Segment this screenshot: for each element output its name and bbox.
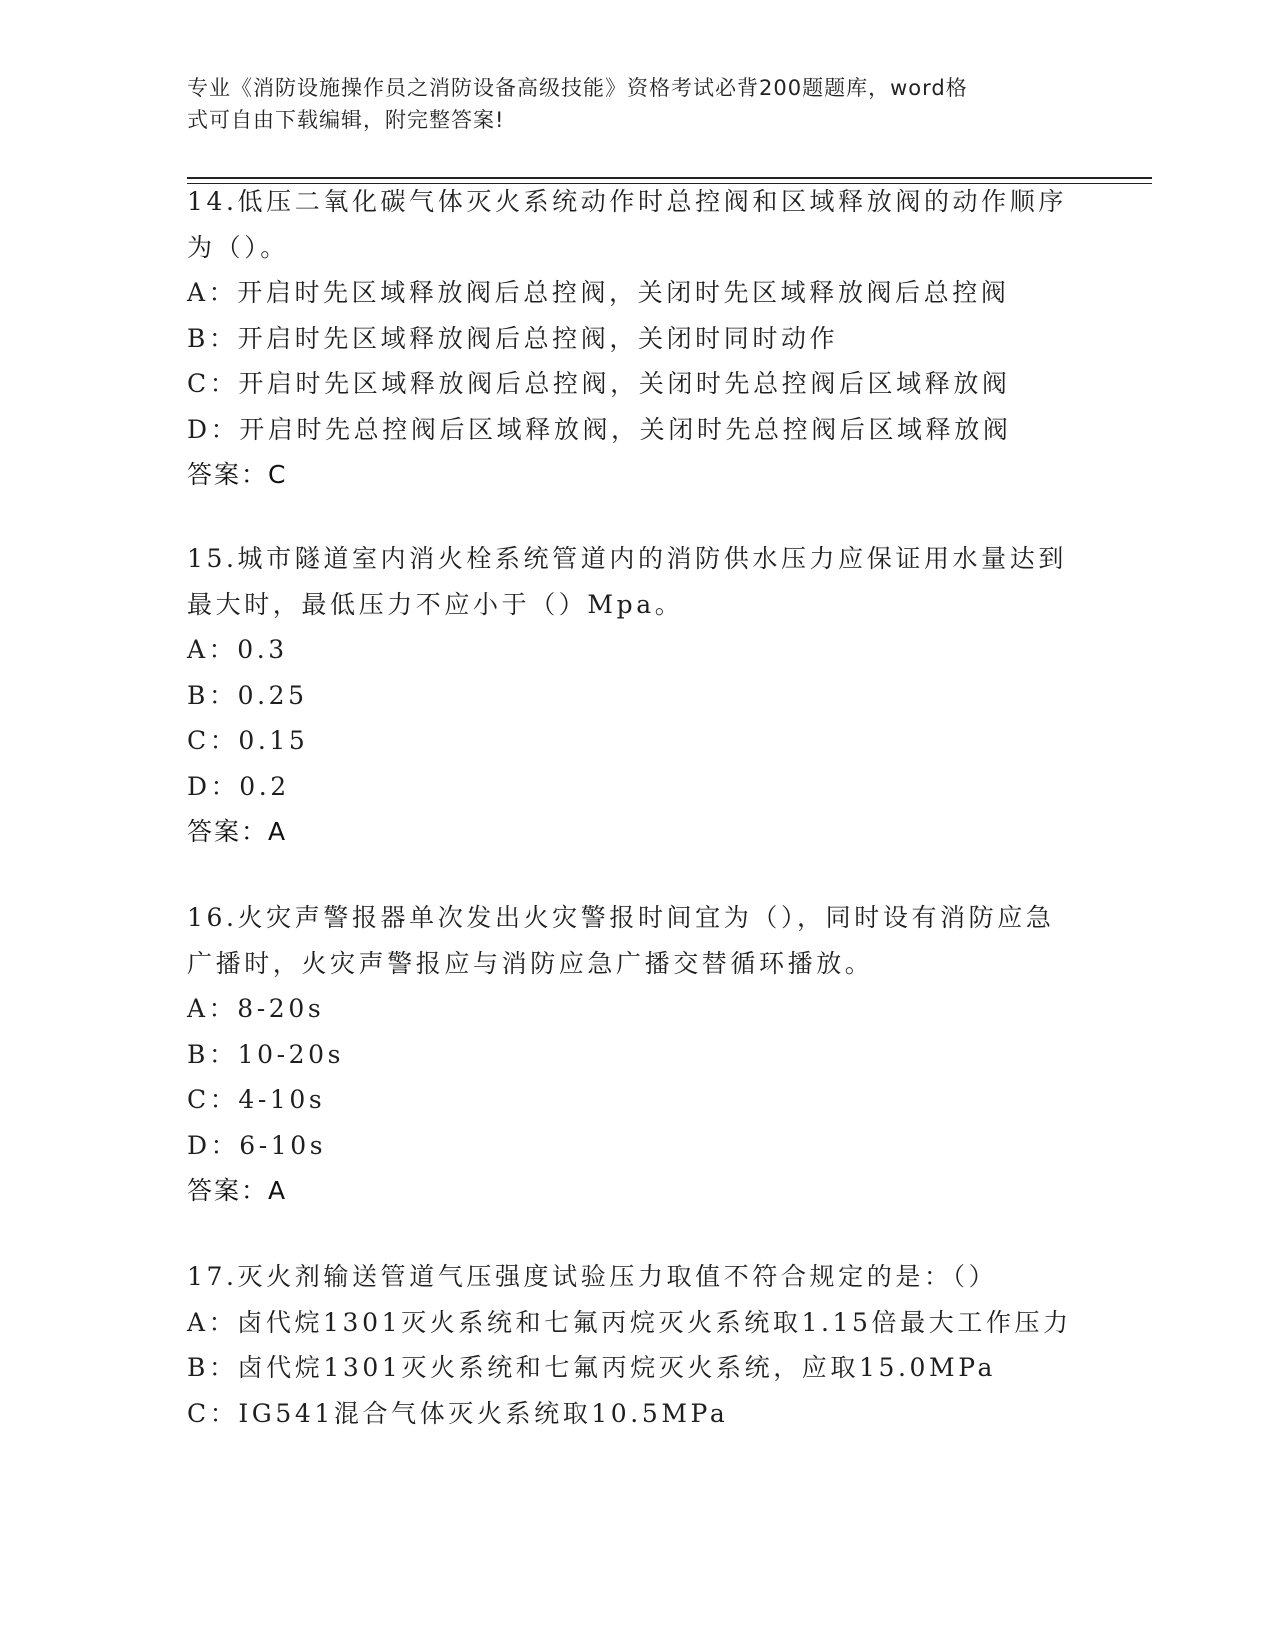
option-a: A：8-20s (187, 994, 325, 1023)
option-b: B：0.25 (187, 680, 308, 710)
answer-line: 答案：A (187, 1176, 288, 1205)
answer-line: 答案：C (187, 460, 288, 489)
option-a: A：0.3 (187, 635, 288, 664)
question-stem-line: 为（）。 (187, 232, 289, 262)
answer-line: 答案：A (187, 817, 288, 846)
question-17 (187, 1254, 1087, 1436)
question-stem-line: 17.灭火剂输送管道气压强度试验压力取值不符合规定的是：（） (187, 1262, 998, 1291)
option-a: A：开启时先区域释放阀后总控阀，关闭时先区域释放阀后总控阀 (187, 278, 1010, 307)
question-16 (187, 895, 1087, 1214)
option-b: B：卤代烷1301灭火系统和七氟丙烷灭火系统，应取15.0MPa (187, 1353, 997, 1382)
question-15 (187, 536, 1087, 855)
question-stem-line: 广播时，火灾声警报应与消防应急广播交替循环播放。 (187, 948, 874, 978)
question-stem-line: 16.火灾声警报器单次发出火灾警报时间宜为（），同时设有消防应急 (187, 903, 1055, 932)
option-a: A：卤代烷1301灭火系统和七氟丙烷灭火系统取1.15倍最大工作压力 (187, 1307, 1072, 1337)
option-d: D：0.2 (187, 771, 290, 801)
header-line-1: 专业《消防设施操作员之消防设备高级技能》资格考试必背200题题库，word格 (187, 76, 968, 100)
question-stem-line: 最大时，最低压力不应小于（）Mpa。 (187, 589, 684, 619)
option-c: C：0.15 (187, 726, 309, 755)
option-c: C：开启时先区域释放阀后总控阀，关闭时先总控阀后区域释放阀 (187, 369, 1011, 398)
question-stem-line: 14.低压二氧化碳气体灭火系统动作时总控阀和区域释放阀的动作顺序 (187, 187, 1067, 216)
document-header (187, 72, 1067, 136)
option-d: D：开启时先总控阀后区域释放阀，关闭时先总控阀后区域释放阀 (187, 414, 1012, 444)
option-d: D：6-10s (187, 1130, 327, 1160)
option-b: B：开启时先区域释放阀后总控阀，关闭时同时动作 (187, 323, 839, 353)
question-stem-line: 15.城市隧道室内消火栓系统管道内的消防供水压力应保证用水量达到 (187, 544, 1067, 573)
option-c: C：4-10s (187, 1085, 326, 1114)
option-b: B：10-20s (187, 1039, 345, 1069)
option-c: C：IG541混合气体灭火系统取10.5MPa (187, 1398, 729, 1428)
header-line-2: 式可自由下载编辑，附完整答案! (187, 108, 505, 132)
question-14 (187, 179, 1087, 498)
